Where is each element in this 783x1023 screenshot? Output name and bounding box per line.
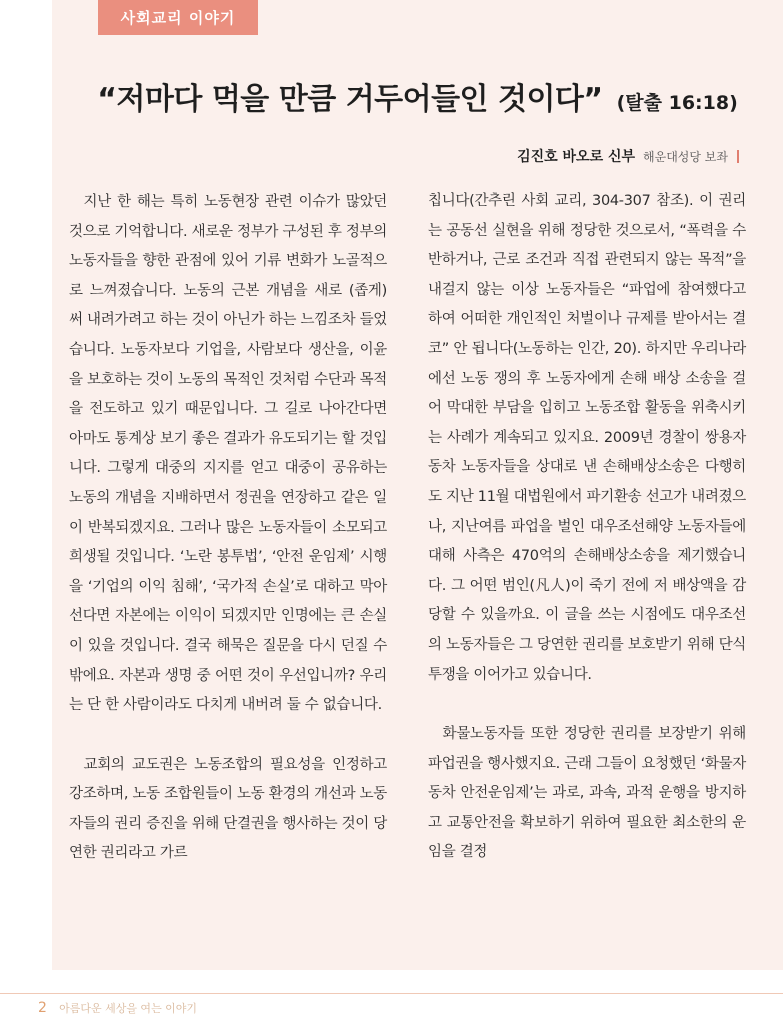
byline-divider <box>737 150 739 163</box>
paragraph: 교회의 교도권은 노동조합의 필요성을 인정하고 강조하며, 노동 조합원들이 노동 환경의 개선과 노동자들의 권리 증진을 위해 단결권을 행사하는 것이 당연한 권리라고 가르 <box>69 756 388 862</box>
section-tag: 사회교리 이야기 <box>98 0 258 35</box>
byline <box>517 146 739 166</box>
body-column-left <box>69 188 387 869</box>
paragraph: 화물노동자들 또한 정당한 권리를 보장받기 위해 파업권을 행사했지요. 근래 그들이 요청했던 ‘화물자동차 안전운임제’는 과로, 과속, 과적 운행을 방지하고 교통안전을 확보하기 위하여 필요한 최소한의 운임을 결정 <box>428 726 747 861</box>
article-title <box>52 74 783 118</box>
scripture-citation: (탈출 16:18) <box>616 92 738 114</box>
footer-divider <box>0 993 783 994</box>
page-footer <box>38 1000 197 1016</box>
paragraph: 칩니다(간추린 사회 교리, 304-307 참조). 이 권리는 공동선 실현을 위해 정당한 것으로서, “폭력을 수반하거나, 근로 조건과 직접 관련되지 않는 목적”을 내걸지 않는 이상 노동자들은 “파업에 참여했다고 하여 어떠한 개인적인 처벌이나 규제를 받아서는 결코” 안 됩니다(노동하는 인간, 20). 하지만 우리나라에선 노동 쟁의 후 노동자에게 손해 배상 소송을 걸어 막대한 부담을 입히고 노동조합 활동을 위축시키는 사례가 계속되고 있지요. 2009년 경찰이 쌍용자동차 노동자들을 상대로 낸 손해배상소송은 다행히도 지난 11월 대법원에서 파기환송 선고가 내려졌으나, 지난여름 파업을 벌인 대우조선해양 노동자들에 대해 사측은 470억의 손해배상소송을 제기했습니다. 그 어떤 범인(凡人)이 죽기 전에 저 배상액을 감당할 수 있을까요. 이 글을 쓰는 시점에도 대우조선의 노동자들은 그 당연한 권리를 보호받기 위해 단식 투쟁을 이어가고 있습니다. <box>428 193 747 683</box>
article-title-text: “저마다 먹을 만큼 거두어들인 것이다” <box>97 82 603 117</box>
page-number: 2 <box>38 1000 47 1016</box>
body-column-right <box>428 187 746 868</box>
author-name: 김진호 바오로 신부 <box>517 149 636 165</box>
author-affiliation: 해운대성당 보좌 <box>643 149 728 164</box>
paragraph: 지난 한 해는 특히 노동현장 관련 이슈가 많았던 것으로 기억합니다. 새로운 정부가 구성된 후 정부의 노동자들을 향한 관점에 있어 기류 변화가 노골적으로 느껴졌습니다. 노동의 근본 개념을 새로 (좁게) 써 내려가려고 하는 것이 아닌가 하는 느낌조차 들었습니다. 노동자보다 기업을, 사람보다 생산을, 이윤을 보호하는 것이 노동의 목적인 것처럼 수단과 목적을 전도하고 있기 때문입니다. 그 길로 나아간다면 아마도 통계상 보기 좋은 결과가 유도되기는 할 것입니다. 그렇게 대중의 지지를 얻고 대중이 공유하는 노동의 개념을 지배하면서 정권을 연장하고 같은 일이 반복되겠지요. 그러나 많은 노동자들이 소모되고 희생될 것입니다. ‘노란 봉투법’, ‘안전 운임제’ 시행을 ‘기업의 이익 침해’, ‘국가적 손실’로 대하고 막아선다면 자본에는 이익이 되겠지만 인명에는 큰 손실이 있을 것입니다. 결국 해묵은 질문을 다시 던질 수밖에요. 자본과 생명 중 어떤 것이 우선입니까? 우리는 단 한 사람이라도 다치게 내버려 둘 수 없습니다. <box>69 194 388 714</box>
magazine-name: 아름다운 세상을 여는 이야기 <box>59 1002 198 1015</box>
